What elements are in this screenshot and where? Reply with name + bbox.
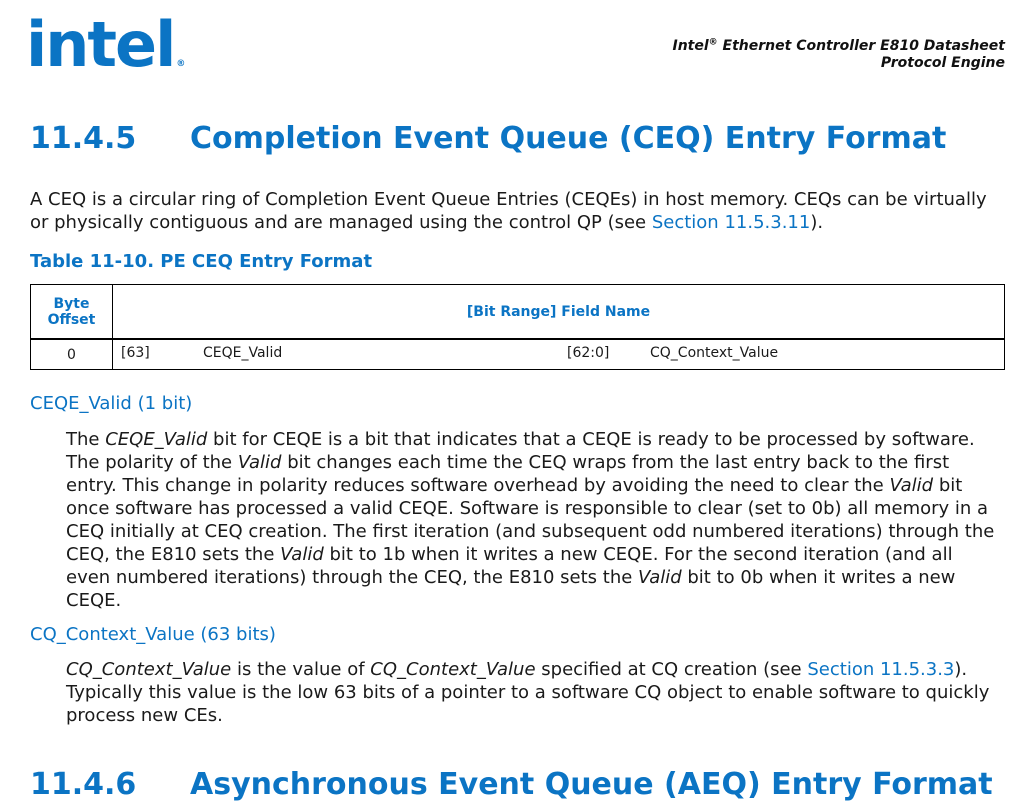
fields-cell bbox=[113, 339, 1005, 370]
field-name: CQ_Context_Value bbox=[650, 345, 779, 361]
intel-logo: intel ® bbox=[26, 8, 186, 81]
document-header bbox=[673, 38, 1006, 72]
field-heading-ceqe-valid: CEQE_Valid (1 bit) bbox=[30, 393, 193, 414]
document-title: Intel® Ethernet Controller E810 Datasheet bbox=[672, 37, 1005, 54]
section-title: Asynchronous Event Queue (AEQ) Entry Format bbox=[190, 767, 993, 802]
field-name-header: [Bit Range] Field Name bbox=[113, 285, 1005, 340]
table-caption: Table 11-10. PE CEQ Entry Format bbox=[30, 251, 373, 272]
offset-cell: 0 bbox=[31, 339, 113, 370]
field-description-ceqe-valid: The CEQE_Valid bit for CEQE is a bit that indicates that a CEQE is ready to be processed by software. The polarity of the Valid bit changes each time the CEQ wraps from the last entry back to the first entry. This change in polarity reduces software overhead by avoiding the need to clear the Valid bit once software has processed a valid CEQE. Software is responsible to clear (set to 0b) all memory in a CEQ initially at CEQ creation. The first iteration (and subsequent odd numbered iterations) through the CEQ, the E810 sets the Valid bit to 1b when it writes a new CEQE. For the second iteration (and all even numbered iterations) through the CEQ, the E810 sets the Valid bit to 0b when it writes a new CEQE. bbox=[66, 429, 995, 611]
section-number: 11.4.5 bbox=[30, 121, 137, 156]
section-title: Completion Event Queue (CEQ) Entry Format bbox=[190, 121, 947, 156]
section-heading bbox=[30, 767, 993, 803]
document-subtitle: Protocol Engine bbox=[880, 55, 1005, 71]
section-link[interactable]: Section 11.5.3.3 bbox=[807, 659, 955, 680]
table-header-row bbox=[31, 285, 1005, 340]
ceq-entry-table bbox=[30, 284, 1005, 370]
section-heading bbox=[30, 121, 946, 157]
section-link[interactable]: Section 11.5.3.11 bbox=[651, 212, 811, 233]
bit-range: [62:0] bbox=[567, 345, 610, 361]
table-row bbox=[31, 339, 1005, 370]
section-number: 11.4.6 bbox=[30, 767, 137, 802]
bit-range: [63] bbox=[121, 345, 150, 361]
byte-offset-header: Byte Offset bbox=[31, 285, 113, 340]
intro-paragraph: A CEQ is a circular ring of Completion Event Queue Entries (CEQEs) in host memory. CEQs can be virtually or physically contiguous and are managed using the control QP (see Section 11.5.3.11). bbox=[30, 189, 987, 233]
field-name: CEQE_Valid bbox=[203, 345, 283, 361]
field-description-cq-context-value: CQ_Context_Value is the value of CQ_Context_Value specified at CQ creation (see Section 11.5.3.3). Typically this value is the low 63 bits of a pointer to a software CQ object to enable software to quickly process new CEs. bbox=[66, 659, 990, 726]
field-heading-cq-context-value: CQ_Context_Value (63 bits) bbox=[30, 624, 276, 645]
